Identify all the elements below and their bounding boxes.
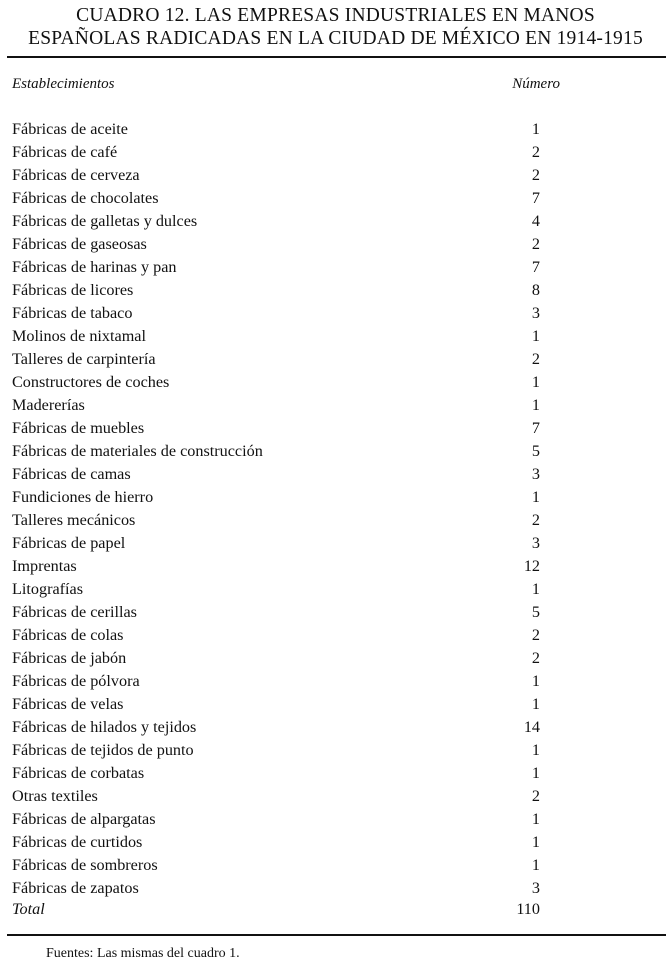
row-value: 2 <box>531 787 540 805</box>
row-label: Fábricas de cerveza <box>12 166 140 184</box>
table-title-line-1: CUADRO 12. LAS EMPRESAS INDUSTRIALES EN MANOS <box>76 5 595 26</box>
row-label: Fábricas de muebles <box>12 419 145 437</box>
row-value: 1 <box>531 373 540 391</box>
row-value: 7 <box>531 419 540 437</box>
table-row <box>0 302 671 325</box>
table-row <box>0 417 671 440</box>
row-label: Fábricas de colas <box>12 626 124 644</box>
row-value: 7 <box>531 258 540 276</box>
table-row <box>0 141 671 164</box>
row-label: Talleres de carpintería <box>12 350 156 368</box>
row-label: Fábricas de papel <box>12 534 126 552</box>
row-label: Fábricas de alpargatas <box>12 810 156 828</box>
row-label: Fábricas de jabón <box>12 649 127 667</box>
table-row <box>0 164 671 187</box>
row-value: 2 <box>531 511 540 529</box>
row-value: 1 <box>531 741 540 759</box>
row-label: Fábricas de curtidos <box>12 833 143 851</box>
row-label: Madererías <box>12 396 85 414</box>
table-row <box>0 256 671 279</box>
row-value: 3 <box>531 304 540 322</box>
row-label: Fábricas de velas <box>12 695 124 713</box>
row-label: Imprentas <box>12 557 77 575</box>
table-row <box>0 762 671 785</box>
table-row <box>0 785 671 808</box>
table-row <box>0 371 671 394</box>
row-value: 5 <box>531 603 540 621</box>
row-value: 7 <box>531 189 540 207</box>
row-label: Fábricas de sombreros <box>12 856 158 874</box>
table-title-line-2: ESPAÑOLAS RADICADAS EN LA CIUDAD DE MÉXICO EN 1914-1915 <box>28 28 643 49</box>
column-header-numero: Número <box>512 76 560 92</box>
table-row <box>0 808 671 831</box>
row-label: Fábricas de materiales de construcción <box>12 442 263 460</box>
row-label: Fábricas de camas <box>12 465 131 483</box>
row-label: Fundiciones de hierro <box>12 488 154 506</box>
table-row <box>0 463 671 486</box>
table-row <box>0 831 671 854</box>
table-row <box>0 532 671 555</box>
row-value: 2 <box>531 166 540 184</box>
row-label: Fábricas de tejidos de punto <box>12 741 194 759</box>
row-value: 1 <box>531 764 540 782</box>
row-value: 14 <box>523 718 540 736</box>
table-row <box>0 486 671 509</box>
row-label: Constructores de coches <box>12 373 170 391</box>
table-row <box>0 555 671 578</box>
table-row <box>0 210 671 233</box>
table-row <box>0 739 671 762</box>
row-label: Litografías <box>12 580 84 598</box>
row-label: Molinos de nixtamal <box>12 327 146 345</box>
table-row <box>0 440 671 463</box>
row-value: 3 <box>531 465 540 483</box>
row-value: 1 <box>531 856 540 874</box>
table-row <box>0 509 671 532</box>
table-row <box>0 670 671 693</box>
row-label: Fábricas de harinas y pan <box>12 258 177 276</box>
row-label: Fábricas de zapatos <box>12 879 139 897</box>
source-note: Fuentes: Las mismas del cuadro 1. <box>46 946 240 961</box>
row-label: Talleres mecánicos <box>12 511 136 529</box>
row-label: Fábricas de pólvora <box>12 672 140 690</box>
row-label: Fábricas de gaseosas <box>12 235 147 253</box>
row-label: Otras textiles <box>12 787 98 805</box>
table-body <box>0 118 671 900</box>
table-row <box>0 233 671 256</box>
row-value: 2 <box>531 235 540 253</box>
table-row <box>0 279 671 302</box>
row-value: 1 <box>531 833 540 851</box>
row-value: 12 <box>523 557 540 575</box>
row-value: 1 <box>531 120 540 138</box>
total-value: 110 <box>516 900 540 918</box>
row-value: 5 <box>531 442 540 460</box>
table-row <box>0 187 671 210</box>
row-label: Fábricas de café <box>12 143 118 161</box>
row-value: 8 <box>531 281 540 299</box>
table-row <box>0 348 671 371</box>
row-value: 1 <box>531 695 540 713</box>
table-row <box>0 647 671 670</box>
row-label: Fábricas de aceite <box>12 120 128 138</box>
row-value: 1 <box>531 672 540 690</box>
table-row <box>0 118 671 141</box>
row-label: Fábricas de galletas y dulces <box>12 212 198 230</box>
table-row <box>0 394 671 417</box>
row-label: Fábricas de licores <box>12 281 134 299</box>
table-row <box>0 325 671 348</box>
row-value: 1 <box>531 488 540 506</box>
row-value: 2 <box>531 626 540 644</box>
table-row <box>0 693 671 716</box>
row-label: Fábricas de cerillas <box>12 603 137 621</box>
row-value: 2 <box>531 143 540 161</box>
table-row <box>0 877 671 900</box>
row-value: 2 <box>531 350 540 368</box>
table-row <box>0 716 671 739</box>
row-value: 1 <box>531 327 540 345</box>
table-row <box>0 854 671 877</box>
column-header-establecimientos: Establecimientos <box>12 76 115 92</box>
table-row <box>0 578 671 601</box>
row-value: 3 <box>531 879 540 897</box>
row-label: Fábricas de hilados y tejidos <box>12 718 197 736</box>
total-row <box>0 898 671 921</box>
row-value: 1 <box>531 810 540 828</box>
row-value: 1 <box>531 396 540 414</box>
row-label: Fábricas de chocolates <box>12 189 159 207</box>
total-label: Total <box>12 900 45 918</box>
row-value: 2 <box>531 649 540 667</box>
table-row <box>0 601 671 624</box>
bottom-rule <box>7 934 666 936</box>
row-label: Fábricas de corbatas <box>12 764 145 782</box>
top-rule <box>7 56 666 58</box>
row-value: 4 <box>531 212 540 230</box>
row-value: 1 <box>531 580 540 598</box>
table-row <box>0 624 671 647</box>
row-label: Fábricas de tabaco <box>12 304 133 322</box>
row-value: 3 <box>531 534 540 552</box>
